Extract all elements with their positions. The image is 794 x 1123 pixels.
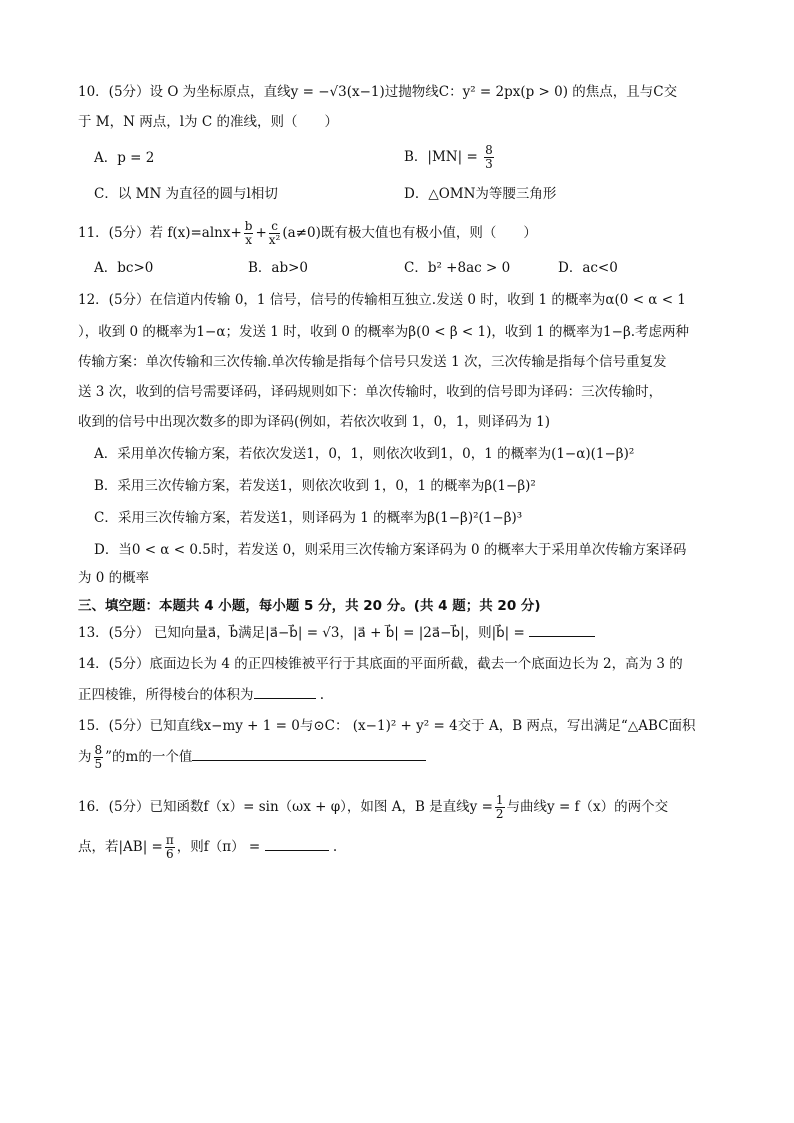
q12-line3: 传输方案：单次传输和三次传输.单次传输是指每个信号只发送 1 次，三次传输是指每个信号重复发 xyxy=(78,354,667,370)
fraction-numerator: c xyxy=(269,220,281,234)
fraction-numerator: 8 xyxy=(94,743,103,757)
q14-line2 xyxy=(78,684,324,705)
q16-line2 xyxy=(78,834,337,861)
q13-stem xyxy=(78,622,595,643)
q11-option-d: D．ac<0 xyxy=(558,260,618,276)
q11-fraction-c-x2 xyxy=(269,220,281,247)
q16-line2-end: . xyxy=(328,839,338,855)
q16-line1 xyxy=(78,794,668,821)
q11-stem-end: (a≠0)既有极大值也有极小值，则（ ） xyxy=(282,225,537,241)
q16-fraction-half xyxy=(495,794,505,821)
section-heading: 三、填空题：本题共 4 小题，每小题 5 分，共 20 分。(共 4 题；共 20 分) xyxy=(78,598,541,614)
q10-option-b-label: B．|MN| = xyxy=(404,149,478,165)
q16-fraction-pi-6 xyxy=(165,834,175,861)
q11-stem xyxy=(78,220,537,247)
q12-line1: 12．(5分）在信道内传输 0，1 信号，信号的传输相互独立.发送 0 时，收到 1 的概率为α(0 < α < 1 xyxy=(78,292,686,308)
fraction-denominator: 6 xyxy=(166,847,174,861)
q10-option-b-fraction xyxy=(484,144,494,171)
fraction-denominator: x xyxy=(245,233,253,247)
q14-line2-end: . xyxy=(315,687,325,703)
q13-text: 13．(5分） 已知向量a⃗，b⃗满足|a⃗−b⃗| = √3，|a⃗ + b⃗| = |2a⃗−b⃗|，则|b⃗| = xyxy=(78,625,530,641)
q12-option-a: A．采用单次传输方案，若依次发送1，0，1，则依次收到1，0，1 的概率为(1−α)(1−β)² xyxy=(94,446,635,462)
fraction-denominator: 2 xyxy=(495,807,504,821)
q11-plus: + xyxy=(255,225,267,241)
q12-line2: ），收到 0 的概率为1−α；发送 1 时，收到 0 的概率为β(0 < β < 1)，收到 1 的概率为1−β.考虑两种 xyxy=(78,324,690,340)
fraction-numerator: 1 xyxy=(495,793,504,807)
q10-option-b xyxy=(404,144,496,171)
q11-stem-start: 11．(5分）若 f(x)=alnx+ xyxy=(78,225,242,241)
fraction-denominator: 5 xyxy=(94,757,103,771)
q12-option-d-line2: 为 0 的概率 xyxy=(78,570,150,586)
q11-option-b: B．ab>0 xyxy=(248,260,309,276)
q12-option-b: B．采用三次传输方案，若发送1，则依次收到 1，0，1 的概率为β(1−β)² xyxy=(94,478,536,494)
q10-option-d: D．△OMN为等腰三角形 xyxy=(404,186,557,202)
q14-line1: 14．(5分）底面边长为 4 的正四棱锥被平行于其底面的平面所截，截去一个底面边长为 2，高为 3 的 xyxy=(78,656,683,672)
q16-line2-mid: ，则f（π） = xyxy=(176,839,265,855)
q15-answer-blank xyxy=(192,746,426,761)
q10-line2: 于 M，N 两点，l为 C 的准线，则（ ） xyxy=(78,114,338,130)
q11-option-c: C．b² +8ac > 0 xyxy=(404,260,511,276)
q15-line1: 15．(5分）已知直线x−my + 1 = 0与⊙C： (x−1)² + y² = 4交于 A，B 两点，写出满足“△ABC面积 xyxy=(78,718,696,734)
q12-line5: 收到的信号中出现次数多的即为译码(例如，若依次收到 1，0，1，则译码为 1) xyxy=(78,414,550,430)
q10-option-a: A．p = 2 xyxy=(94,150,155,166)
q13-answer-blank xyxy=(529,622,595,637)
q15-line2-start: 为 xyxy=(78,749,92,765)
fraction-denominator: 3 xyxy=(485,157,493,171)
q11-fraction-b-x xyxy=(244,220,254,247)
fraction-numerator: 8 xyxy=(485,143,493,157)
q10-line1: 10．(5分）设 O 为坐标原点，直线y = −√3(x−1)过抛物线C：y² = 2px(p > 0) 的焦点，且与C交 xyxy=(78,84,678,100)
q16-line2-start: 点，若|AB| = xyxy=(78,839,163,855)
fraction-denominator: x² xyxy=(268,233,281,247)
q12-option-c: C．采用三次传输方案，若发送1，则译码为 1 的概率为β(1−β)²(1−β)³ xyxy=(94,510,523,526)
q12-line4: 送 3 次，收到的信号需要译码，译码规则如下：单次传输时，收到的信号即为译码：三次传输时， xyxy=(78,384,663,400)
q15-line2 xyxy=(78,744,426,771)
q16-line1-start: 16．(5分）已知函数f（x）= sin（ωx + φ），如图 A，B 是直线y = xyxy=(78,799,493,815)
q14-answer-blank xyxy=(254,684,316,699)
fraction-numerator: b xyxy=(244,219,253,233)
q12-option-d-line1: D．当0 < α < 0.5时，若发送 0，则采用三次传输方案译码为 0 的概率大于采用单次传输方案译码 xyxy=(94,542,687,558)
q10-option-c: C．以 MN 为直径的圆与l相切 xyxy=(94,186,278,202)
q11-option-a: A．bc>0 xyxy=(94,260,154,276)
q14-line2-text: 正四棱锥，所得棱台的体积为 xyxy=(78,687,254,703)
q16-answer-blank xyxy=(265,836,329,851)
q15-fraction xyxy=(94,744,104,771)
q15-line2-end: ”的m的一个值 xyxy=(105,749,193,765)
fraction-numerator: π xyxy=(165,833,174,847)
q16-line1-end: 与曲线y = f（x）的两个交 xyxy=(506,799,669,815)
